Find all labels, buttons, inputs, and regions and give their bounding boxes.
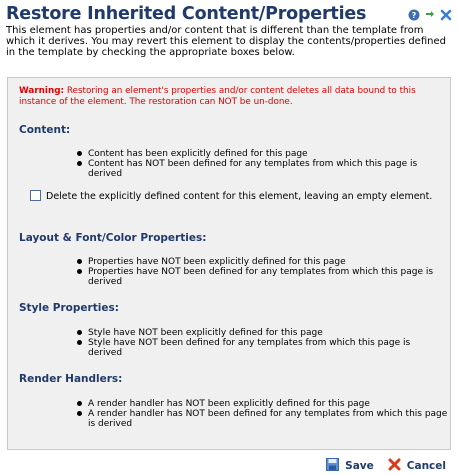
save-label: Save [345,460,374,472]
list-item: A render handler has NOT been explicitly defined for this page [76,399,448,409]
dialog-header [6,4,452,58]
warning-label: Warning: [19,86,65,96]
content-section-title: Content: [19,124,71,136]
close-icon[interactable] [440,6,452,18]
delete-content-label: Delete the explicitly defined content for this element, leaving an empty element. [46,191,433,202]
page-title: Restore Inherited Content/Properties [6,4,367,24]
cancel-button[interactable] [388,458,446,474]
dialog-footer [326,458,446,474]
style-status-list [76,328,438,358]
cancel-icon [388,458,401,474]
content-status-list [76,149,446,179]
list-item: Content has NOT been defined for any templates from which this page is derived [76,159,446,179]
list-item: Content has been explicitly defined for this page [76,149,446,159]
delete-content-checkbox[interactable] [30,190,41,201]
save-icon [326,458,339,474]
restore-panel [7,77,451,450]
page-description: This element has properties and/or content that is different than the template from which it derives. You may revert this element to display the contents/properties defined in the template by checking the appropriate boxes below. [6,25,446,58]
list-item: Style have NOT been defined for any templates from which this page is derived [76,338,438,358]
render-status-list [76,399,448,429]
style-section-title: Style Properties: [19,302,119,314]
render-section-title: Render Handlers: [19,373,123,385]
svg-text:?: ? [411,11,417,20]
warning-text: Restoring an element's properties and/or content deletes all data bound to this instance of the element. The restoration can NOT be un-done. [19,86,416,107]
refresh-icon[interactable] [424,6,436,18]
save-button[interactable] [326,458,374,474]
list-item: Style have NOT been explicitly defined for this page [76,328,438,338]
list-item: A render handler has NOT been defined for any templates from which this page is derived [76,409,448,429]
title-toolbar [408,6,452,18]
layout-status-list [76,257,438,287]
layout-section-title: Layout & Font/Color Properties: [19,232,207,244]
list-item: Properties have NOT been defined for any templates from which this page is derived [76,267,438,287]
warning-message [19,86,449,108]
delete-content-option[interactable] [30,191,450,202]
list-item: Properties have NOT been explicitly defined for this page [76,257,438,267]
help-icon[interactable] [408,6,420,18]
cancel-label: Cancel [406,460,446,472]
